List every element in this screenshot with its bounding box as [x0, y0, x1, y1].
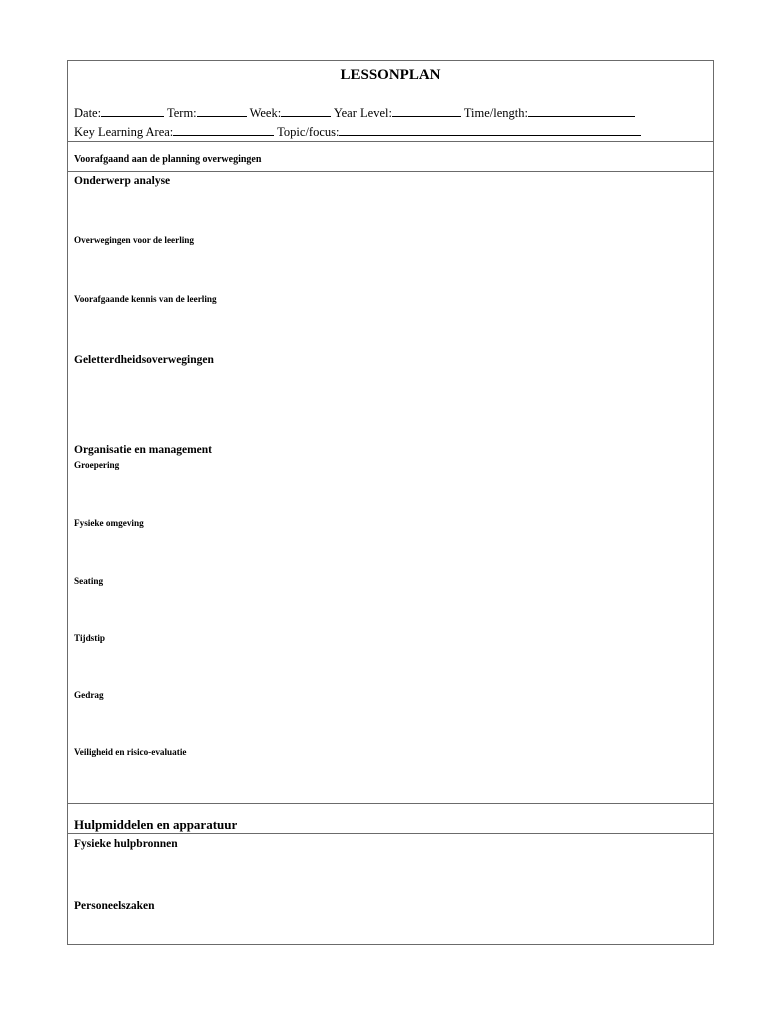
divider: [68, 803, 713, 804]
year-level-field[interactable]: [392, 105, 461, 117]
key-learning-area-label: Key Learning Area:: [74, 125, 174, 139]
time-length-field[interactable]: [528, 105, 635, 117]
literacy-considerations-label: Geletterdheidsoverwegingen: [74, 354, 214, 366]
behaviour-label: Gedrag: [74, 690, 104, 700]
week-field[interactable]: [281, 105, 331, 117]
seating-label: Seating: [74, 576, 104, 586]
learner-considerations-label: Overwegingen voor de leerling: [74, 235, 195, 245]
meta-row-1: [74, 105, 635, 120]
physical-environment-label: Fysieke omgeving: [74, 518, 144, 528]
date-field[interactable]: [101, 105, 164, 117]
divider: [68, 833, 713, 834]
time-length-label: Time/length:: [463, 106, 528, 120]
timing-label: Tijdstip: [74, 633, 105, 643]
form-title: LESSONPLAN: [340, 67, 441, 83]
staffing-label: Personeelszaken: [74, 900, 155, 912]
topic-focus-field[interactable]: [339, 124, 641, 136]
topic-focus-label: Topic/focus:: [277, 125, 340, 139]
planning-heading: Voorafgaand aan de planning overwegingen: [74, 154, 262, 165]
safety-label: Veiligheid en risico-evaluatie: [74, 747, 187, 757]
term-label: Term:: [166, 106, 197, 120]
year-level-label: Year Level:: [333, 106, 392, 120]
lesson-plan-form: [67, 60, 714, 945]
meta-row-2: [74, 124, 641, 139]
week-label: Week:: [249, 106, 282, 120]
key-learning-area-field[interactable]: [173, 124, 274, 136]
grouping-label: Groepering: [74, 460, 120, 470]
resources-heading: Hulpmiddelen en apparatuur: [74, 817, 238, 832]
prior-knowledge-label: Voorafgaande kennis van de leerling: [74, 294, 217, 304]
organisation-heading: Organisatie en management: [74, 444, 212, 456]
divider: [68, 171, 713, 172]
subject-analysis-label: Onderwerp analyse: [74, 175, 171, 187]
date-label: Date:: [74, 106, 102, 120]
term-field[interactable]: [197, 105, 247, 117]
physical-resources-label: Fysieke hulpbronnen: [74, 838, 178, 850]
divider: [68, 141, 713, 142]
